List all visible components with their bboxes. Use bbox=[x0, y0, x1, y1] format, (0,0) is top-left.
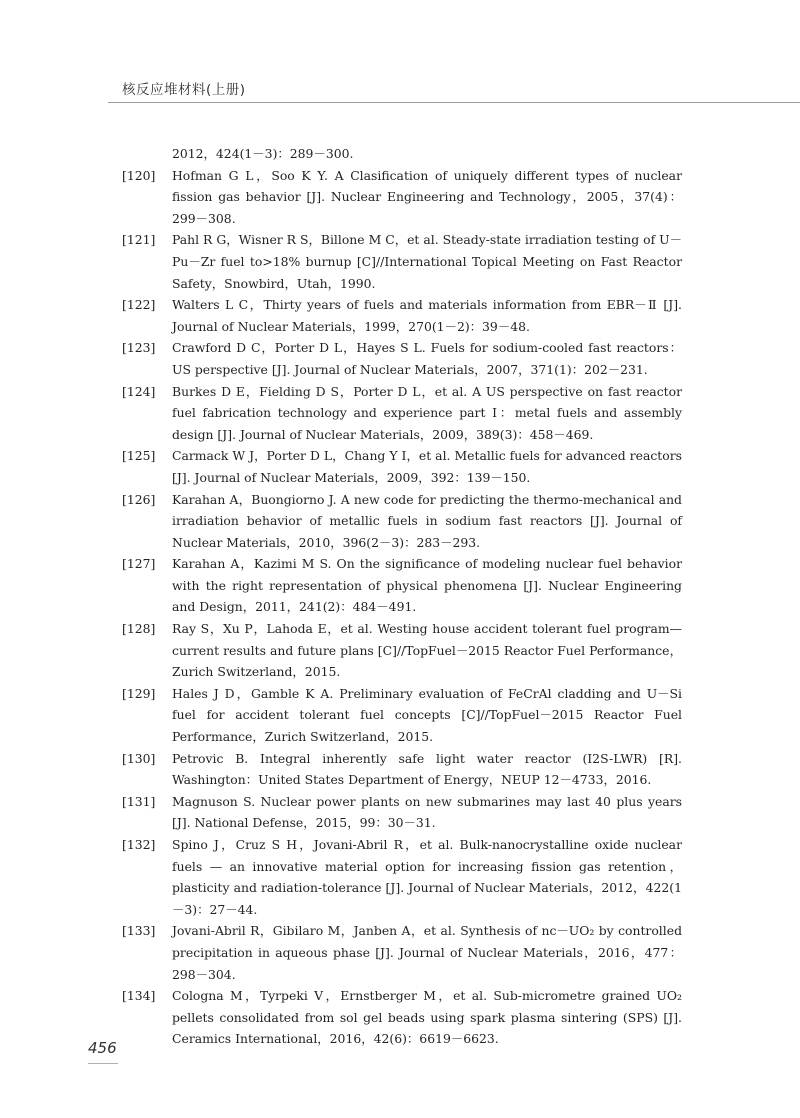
reference-item bbox=[122, 294, 682, 337]
reference-text: Spino J，Cruz S H，Jovani-Abril R，et al. Bulk-nanocrystalline oxide nuclear fuels — an innovative material option for increasing fission gas retention，plasticity and radiation-tolerance [J]. Journal of Nuclear Materials，2012，422(1－3)：27－44. bbox=[172, 837, 682, 917]
footer-rule bbox=[88, 1063, 118, 1064]
reference-text: Karahan A，Kazimi M S. On the significance of modeling nuclear fuel behavior with the right representation of physical phenomena [J]. Nuclear Engineering and Design，2011，241(2)：484－491. bbox=[172, 556, 682, 615]
reference-number: [133] bbox=[122, 923, 156, 939]
reference-item bbox=[122, 381, 682, 446]
reference-item bbox=[122, 834, 682, 920]
reference-number: [132] bbox=[122, 837, 156, 852]
reference-text: Hales J D，Gamble K A. Preliminary evaluation of FeCrAl cladding and U－Si fuel for accident tolerant fuel concepts [C]//TopFuel－2015 Reactor Fuel Performance，Zurich Switzerland，2015. bbox=[172, 685, 682, 745]
reference-text: Crawford D C，Porter D L，Hayes S L. Fuels for sodium-cooled fast reactors：US perspective [J]. Journal of Nuclear Materials，2007，371(1)：202－231. bbox=[172, 340, 682, 377]
reference-item bbox=[122, 489, 682, 554]
reference-item bbox=[122, 791, 682, 834]
reference-text: Karahan A，Buongiorno J. A new code for predicting the thermo-mechanical and irradiation behavior of metallic fuels in sodium fast reactors [J]. Journal of Nuclear Materials，2010，396(2－3)：283－293. bbox=[172, 491, 682, 550]
reference-item bbox=[122, 553, 682, 618]
reference-item bbox=[122, 748, 682, 791]
reference-item bbox=[122, 165, 682, 230]
page-number: 456 bbox=[88, 1039, 117, 1057]
reference-number: [128] bbox=[122, 621, 156, 637]
reference-entries bbox=[122, 165, 682, 1050]
reference-number: [125] bbox=[122, 448, 156, 464]
reference-number: [122] bbox=[122, 297, 156, 313]
reference-number: [124] bbox=[122, 383, 156, 399]
reference-number: [130] bbox=[122, 750, 156, 766]
reference-number: [134] bbox=[122, 988, 156, 1004]
reference-text: Hofman G L，Soo K Y. A Clasification of uniquely different types of nuclear fission gas behavior [J]. Nuclear Engineering and Technology，2005，37(4)：299－308. bbox=[172, 167, 682, 226]
reference-number: [120] bbox=[122, 167, 156, 183]
reference-text: Walters L C，Thirty years of fuels and materials information from EBR－Ⅱ [J]. Journal of Nuclear Materials，1999，270(1－2)：39－48. bbox=[172, 297, 682, 334]
reference-text: Jovani-Abril R，Gibilaro M，Janben A，et al. Synthesis of nc－UO₂ by controlled precipitation in aqueous phase [J]. Journal of Nuclear Materials，2016，477：298－304. bbox=[172, 923, 682, 982]
reference-item bbox=[122, 683, 682, 748]
reference-item bbox=[122, 985, 682, 1050]
reference-continuation: 2012，424(1－3)：289－300. bbox=[172, 146, 354, 161]
reference-item bbox=[122, 445, 682, 488]
reference-text: Cologna M，Tyrpeki V，Ernstberger M，et al. Sub-micrometre grained UO₂ pellets consolidated from sol gel beads using spark plasma sintering (SPS) [J]. Ceramics International，2016，42(6)：6619－6623. bbox=[172, 988, 682, 1047]
reference-item bbox=[122, 920, 682, 985]
reference-list bbox=[122, 143, 682, 1050]
reference-text: Magnuson S. Nuclear power plants on new submarines may last 40 plus years [J]. National Defense，2015，99：30－31. bbox=[172, 793, 682, 831]
reference-number: [126] bbox=[122, 491, 156, 507]
reference-text: Carmack W J，Porter D L，Chang Y I，et al. Metallic fuels for advanced reactors [J]. Journal of Nuclear Materials，2009，392：139－150. bbox=[172, 448, 682, 485]
reference-number: [123] bbox=[122, 340, 156, 356]
reference-text: Pahl R G，Wisner R S，Billone M C，et al. Steady-state irradiation testing of U－Pu－Zr fuel to>18% burnup [C]//International Topical Meeting on Fast Reactor Safety，Snowbird，Utah，1990. bbox=[172, 232, 682, 291]
reference-number: [127] bbox=[122, 556, 156, 572]
running-header-title: 核反应堆材料(上册) bbox=[122, 82, 246, 98]
reference-number: [131] bbox=[122, 793, 156, 809]
reference-item bbox=[122, 337, 682, 380]
reference-text: Petrovic B. Integral inherently safe light water reactor (I2S-LWR) [R]. Washington：United States Department of Energy，NEUP 12－4733，2016. bbox=[172, 750, 682, 788]
reference-number: [129] bbox=[122, 685, 156, 701]
header-rule bbox=[108, 102, 800, 103]
reference-text: Ray S，Xu P，Lahoda E，et al. Westing house accident tolerant fuel program—current results and future plans [C]//TopFuel－2015 Reactor Fuel Performance，Zurich Switzerland，2015. bbox=[172, 621, 682, 680]
reference-number: [121] bbox=[122, 232, 156, 248]
reference-text: Burkes D E，Fielding D S，Porter D L，et al. A US perspective on fast reactor fuel fabrication technology and experience part I：metal fuels and assembly design [J]. Journal of Nuclear Materials，2009，389(3)：458－469. bbox=[172, 383, 682, 442]
reference-item bbox=[122, 229, 682, 294]
reference-item bbox=[122, 618, 682, 683]
